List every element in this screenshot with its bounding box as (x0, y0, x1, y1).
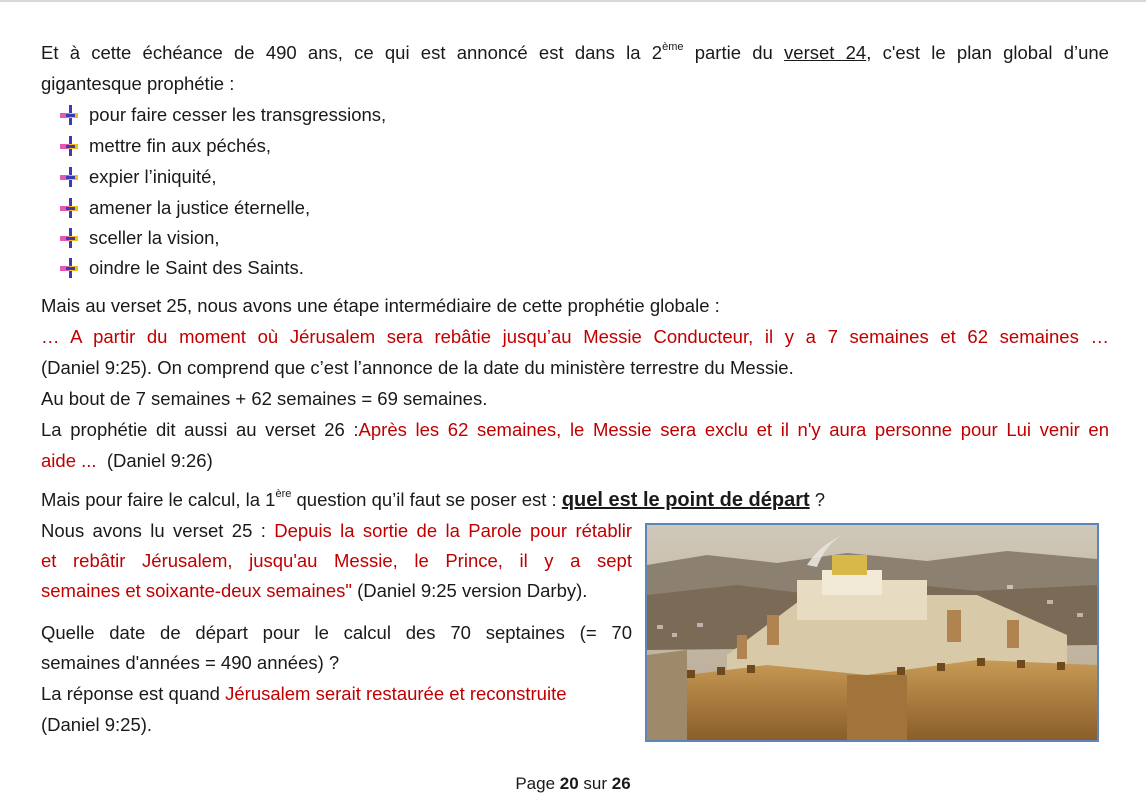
starting-point-question: quel est le point de départ (561, 489, 810, 511)
list-item: mettre fin aux péchés, (60, 134, 271, 158)
paragraph-4-line-1: Nous avons lu verset 25 : Depuis la sortie de la Parole pour rétablir (41, 520, 632, 541)
paragraph-6-line-2: (Daniel 9:25). (41, 714, 153, 735)
arrow-bullet-icon (60, 136, 80, 156)
arrow-bullet-icon (60, 198, 80, 218)
paragraph-4-line-3: semaines et soixante-deux semaines" (Daniel 9:25 version Darby). (41, 580, 588, 601)
list-item: pour faire cesser les transgressions, (60, 103, 386, 127)
jerusalem-temple-painting (645, 523, 1099, 742)
arrow-bullet-icon (60, 228, 80, 248)
verset-24-link[interactable]: verset 24 (784, 42, 867, 63)
paragraph-2-verse-26: La prophétie dit aussi au verset 26 :Après les 62 semaines, le Messie sera exclu et il n'y aura personne pour Lui venir en (41, 419, 1109, 440)
painting-illustration (647, 525, 1097, 740)
paragraph-5-line-2: semaines d'années = 490 années) ? (41, 652, 340, 673)
list-item: oindre le Saint des Saints. (60, 256, 304, 280)
paragraph-4-line-2: et rebâtir Jérusalem, jusqu'au Messie, le Prince, il y a sept (41, 550, 632, 571)
page-number-footer: Page 20 sur 26 (515, 774, 631, 793)
paragraph-2-verse-26-end: aide ... (Daniel 9:26) (41, 450, 213, 471)
list-item: sceller la vision, (60, 226, 220, 250)
arrow-bullet-icon (60, 258, 80, 278)
paragraph-1-line-2: gigantesque prophétie : (41, 73, 235, 94)
arrow-bullet-icon (60, 167, 80, 187)
paragraph-2-intro: Mais au verset 25, nous avons une étape intermédiaire de cette prophétie globale : (41, 295, 720, 316)
list-item: expier l’iniquité, (60, 165, 217, 189)
arrow-bullet-icon (60, 105, 80, 125)
question-line: Mais pour faire le calcul, la 1ère question qu’il faut se poser est : quel est le point de départ ? (41, 487, 826, 511)
paragraph-1-line-1: Et à cette échéance de 490 ans, ce qui est annoncé est dans la 2ème partie du verset 24, c'est le plan global d’une (41, 40, 1109, 63)
daniel-9-25-quote: … A partir du moment où Jérusalem sera rebâtie jusqu’au Messie Conducteur, il y a 7 semaines et 62 semaines … (41, 326, 1109, 347)
list-item: amener la justice éternelle, (60, 196, 310, 220)
paragraph-6-line-1: La réponse est quand Jérusalem serait restaurée et reconstruite (41, 683, 567, 704)
top-rule (0, 0, 1146, 2)
paragraph-2-sum: Au bout de 7 semaines + 62 semaines = 69 semaines. (41, 388, 488, 409)
paragraph-2-ref: (Daniel 9:25). On comprend que c’est l’annonce de la date du ministère terrestre du Messie. (41, 357, 794, 378)
paragraph-5-line-1: Quelle date de départ pour le calcul des 70 septaines (= 70 (41, 622, 632, 643)
